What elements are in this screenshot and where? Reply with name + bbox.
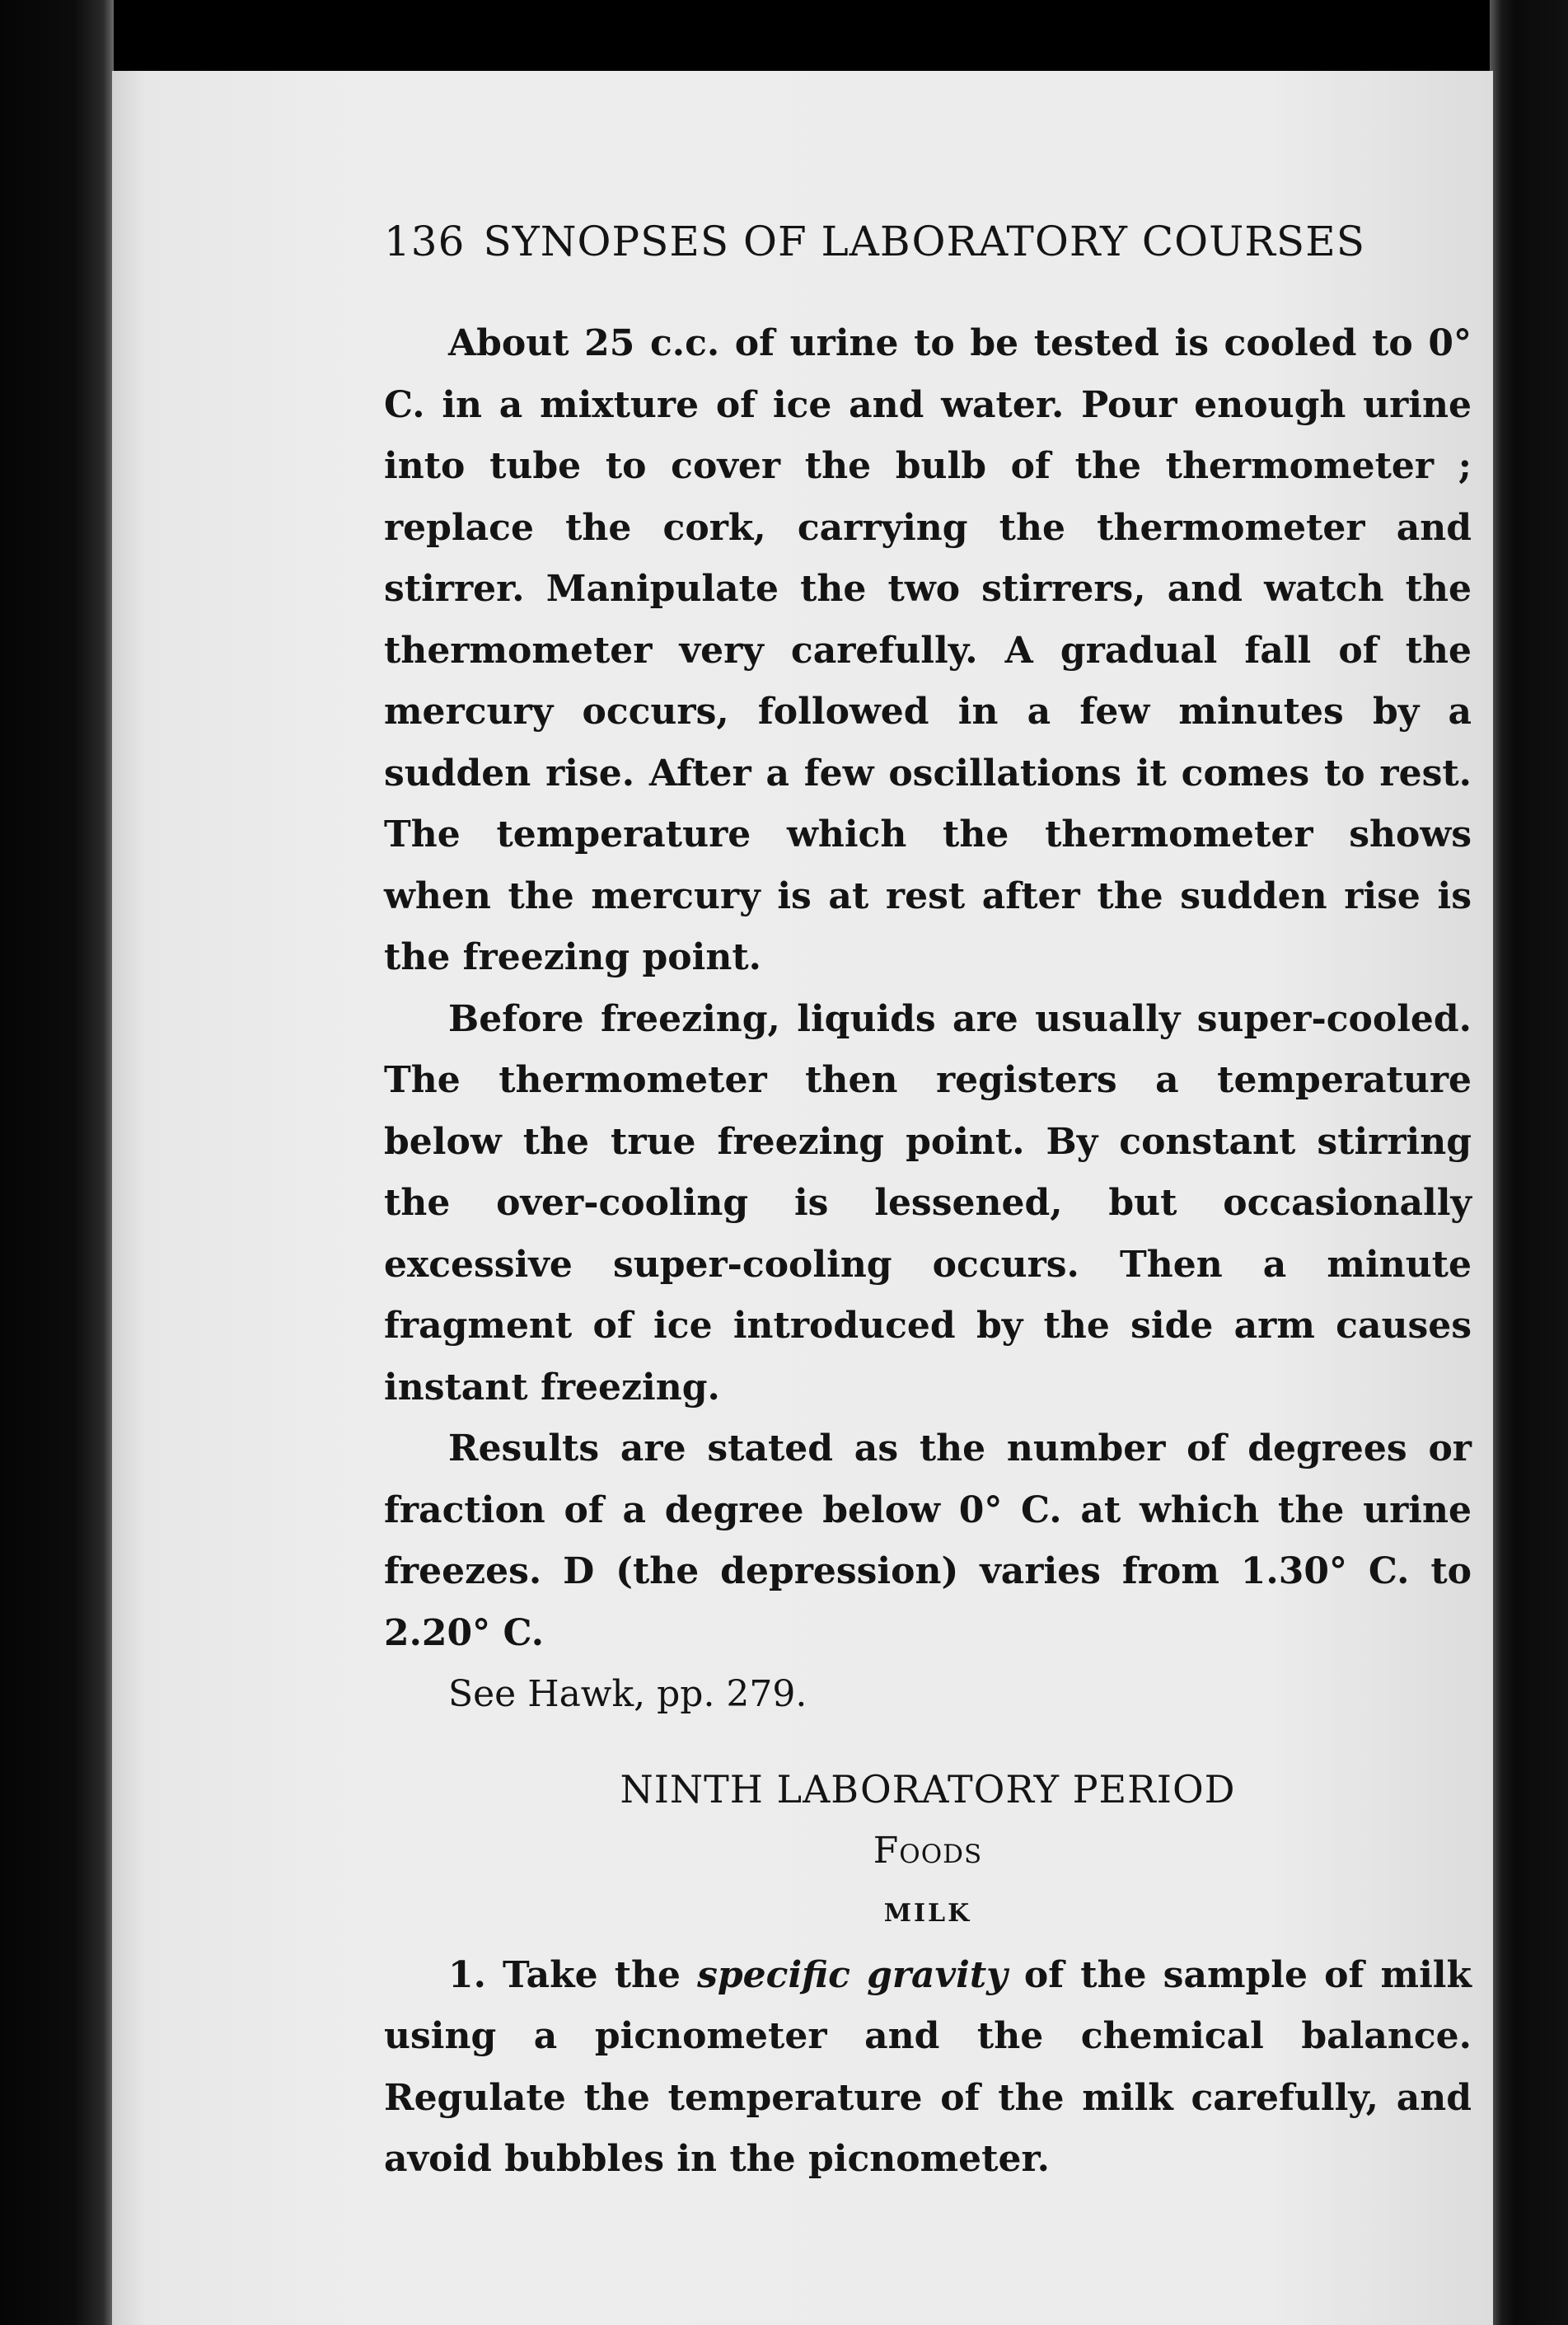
paragraph-freezing-procedure: About 25 c.c. of urine to be tested is cooled to 0° C. in a mixture of ice and water. Pour enough urine into tube to cover the bulb of the thermometer ; replace the cork, carrying the thermometer and stirrer. Manipulate the two stirrers, and watch the thermometer very carefully. A gradual fall of the mercury occurs, followed in a few minutes by a sudden rise. After a few oscillations it comes to rest. The temperature which the thermometer shows when the mercury is at rest after the sudden rise is the freezing point.: [384, 322, 1472, 978]
reference-line: See Hawk, pp. 279.: [448, 1673, 807, 1715]
subsection-heading: MILK: [883, 1898, 972, 1928]
running-head: [384, 218, 1472, 265]
book-page: [112, 71, 1493, 2325]
item-rest-text: of the sample of milk using a picnometer and the chemical balance. Regulate the temperature of the milk carefully, and avoid bubbles in the picnometer.: [384, 1953, 1472, 2180]
paragraph-super-cooling: Before freezing, liquids are usually super-cooled. The thermometer then registers a temperature below the true freezing point. By constant stirring the over-cooling is lessened, but occasionally excessive super-cooling occurs. Then a minute fragment of ice introduced by the side arm causes instant freezing.: [384, 997, 1472, 1409]
running-head-title: SYNOPSES OF LABORATORY COURSES: [483, 218, 1365, 265]
item-emphasis: specific gravity: [697, 1953, 1008, 1996]
paragraph-results: Results are stated as the number of degrees or fraction of a degree below 0° C. at which the urine freezes. D (the depression) varies from 1.30° C. to 2.20° C.: [384, 1427, 1472, 1654]
book-gutter: [1490, 0, 1568, 2325]
page-number: 136: [384, 218, 466, 265]
period-title: NINTH LABORATORY PERIOD: [620, 1766, 1236, 1812]
scan-left-border: [0, 0, 114, 2325]
item-specific-gravity: [384, 1945, 1472, 2191]
scan-top-border: [0, 0, 1568, 73]
section-heading: Foods: [873, 1829, 983, 1872]
item-lead-text: 1. Take the: [448, 1953, 698, 1996]
page-body: [384, 313, 1472, 2191]
